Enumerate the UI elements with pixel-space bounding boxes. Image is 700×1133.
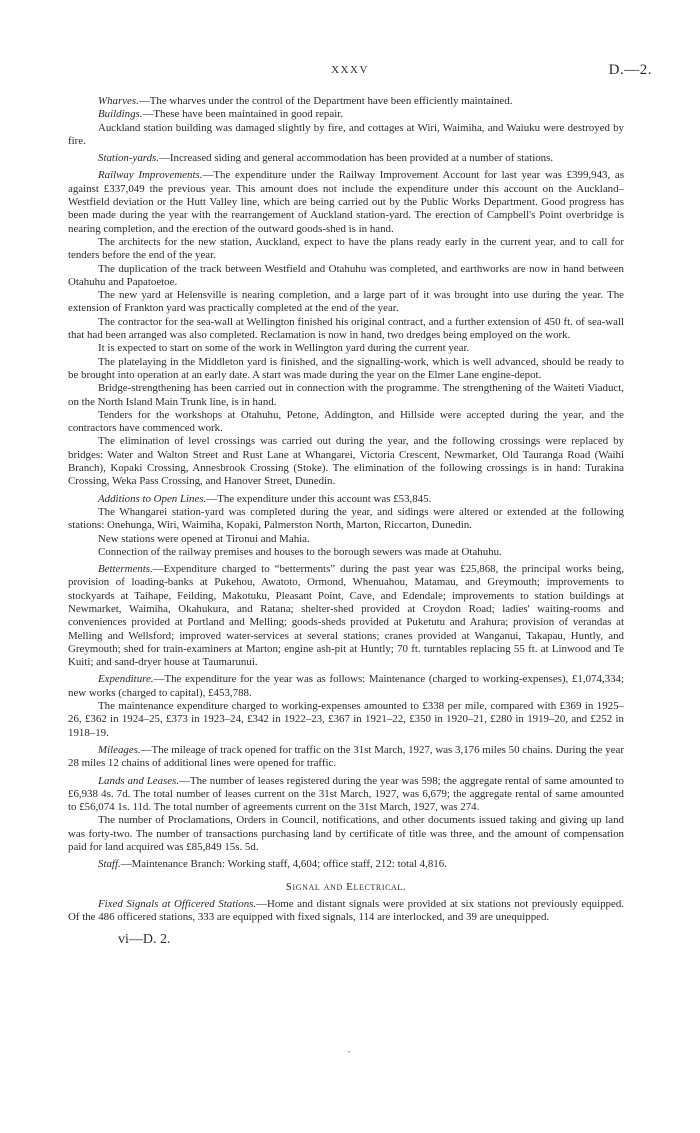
lead-mileages: Mileages. — [98, 743, 141, 756]
paragraph-betterments — [68, 563, 624, 669]
page-header — [0, 62, 700, 82]
lead-wharves: Wharves. — [98, 95, 139, 107]
text-station-yards: —Increased siding and general accommodation has been provided at a number of stations. — [159, 152, 554, 165]
paragraph-middleton: The platelaying in the Middleton yard is finished, and the signalling-work, which is well advanced, should be ready to be brought into operation at an early date. A start was made during the year on the Elmer Lane engine-depot. — [68, 355, 624, 381]
document-body — [68, 95, 624, 946]
text-expenditure: —The expenditure for the year was as follows: Maintenance (charged to working-expenses), £1,074,334; new works (charged to capital), £453,788. — [68, 673, 624, 699]
paragraph-architects: The architects for the new station, Auckland, expect to have the plans ready early in the current year, and to call for tenders before the end of the year. — [68, 235, 624, 262]
paragraph-lands-leases — [68, 775, 624, 815]
text-staff: —Maintenance Branch: Working staff, 4,604; office staff, 212: total 4,816. — [120, 858, 447, 871]
paragraph-helensville: The new yard at Helensville is nearing completion, and a large part of it was brought into use during the year. The extension of Frankton yard was practically completed at the end of the year. — [68, 289, 624, 315]
text-buildings: —These have been maintained in good repair. — [142, 108, 343, 121]
paragraph-staff — [68, 858, 624, 871]
paragraph-buildings — [68, 108, 624, 121]
paragraph-fixed-signals — [68, 898, 624, 925]
paragraph-whangarei: The Whangarei station-yard was completed during the year, and sidings were altered or extended at the following stations: Onehunga, Wiri, Waimiha, Kopaki, Palmerston North, Marton, Riccarton, Dunedin. — [68, 505, 624, 532]
text-mileages: —The mileage of track opened for traffic on the 31st March, 1927, was 3,176 miles 50 chains. During the year 28 miles 12 chains of additional lines were opened for traffic. — [68, 743, 624, 770]
paragraph-new-stations: New stations were opened at Tironui and Mahia. — [98, 532, 310, 545]
paragraph-wharves — [68, 95, 624, 108]
paragraph-bridges: Bridge-strengthening has been carried out in connection with the programme. The strengthening of the Waiteti Viaduct, on the North Island Main Trunk line, is in hand. — [68, 382, 624, 408]
page-number: XXXV — [331, 64, 369, 76]
lead-additions: Additions to Open Lines. — [98, 492, 207, 505]
paragraph-sewers: Connection of the railway premises and houses to the borough sewers was made at Otahuhu. — [98, 545, 502, 558]
paragraph-wellington-yard: It is expected to start on some of the work in Wellington yard during the current year. — [98, 342, 470, 355]
paragraph-expenditure — [68, 673, 624, 700]
text-lands-leases: —The number of leases registered during the year was 598; the aggregate rental of same amounted to £6,938 4s. 7d. The total number of leases current on the 31st March, 1927, was 6,679; the aggregate rental of same amounted to £56,074 1s. 11d. The total number of agreements current on the 31st March, 1927, was 274. — [68, 774, 624, 814]
paragraph-railway-improvements — [68, 169, 624, 235]
lead-railway-improvements: Railway Improvements. — [98, 169, 203, 182]
paragraph-auckland-fire: Auckland station building was damaged slightly by fire, and cottages at Wiri, Waimiha, and Waiuku were destroyed by fire. — [68, 121, 624, 147]
lead-buildings: Buildings. — [98, 108, 143, 121]
paragraph-tenders: Tenders for the workshops at Otahuhu, Petone, Addington, and Hillside were accepted during the year, and the contractors have commenced work. — [68, 408, 624, 435]
text-railway-improvements: —The expenditure under the Railway Improvement Account for last year was £399,943, as against £337,049 the previous year. This amount does not include the expenditure under this account on the Auckland–Westfield deviation or the Hutt Valley line, which are being carried out by the Public Works Department. Good progress has been made during the year with the rearrangement of Auckland station-yard. The erection of Campbell's Point overbridge is nearing completion, and the erection of the outward goods-shed is in hand. — [68, 169, 625, 235]
paragraph-level-crossings: The elimination of level crossings was carried out during the year, and the following crossings were replaced by bridges: Water and Walton Street and Rust Lane at Whangarei, Victoria Crescent, Newmarket, Old Tauranga Road (Waihi Branch), Kopaki Crossing, Annesbrook Crossing (Stoke). The elimination of the following crossings is in hand: Turakina Crossing, Weka Pass Crossing, and Hanover Street, Dunedin. — [68, 435, 624, 488]
paragraph-additions — [68, 493, 624, 506]
lead-station-yards: Station-yards. — [98, 152, 160, 165]
paragraph-mileages — [68, 744, 624, 771]
lead-staff: Staff. — [98, 858, 121, 871]
lead-expenditure: Expenditure. — [98, 673, 154, 686]
text-fixed-signals: —Home and distant signals were provided at six stations not previously equipped. Of the 486 officered stations, 333 are equipped with fixed signals, 114 are interlocked, and 39 are unequipped. — [68, 897, 624, 924]
lead-lands-leases: Lands and Leases. — [98, 774, 180, 787]
signature-mark: vi—D. 2. — [118, 931, 171, 947]
paragraph-station-yards — [68, 152, 624, 165]
paragraph-proclamations: The number of Proclamations, Orders in Council, notifications, and other documents issued taking and giving up land was forty-two. The number of transactions purchasing land by certificate of title was three, and the amount of compensation paid for land acquired was £85,849 15s. 5d. — [68, 814, 624, 854]
paragraph-duplication: The duplication of the track between Westfield and Otahuhu was completed, and earthworks are now in hand between Otahuhu and Papatoetoe. — [68, 262, 624, 288]
text-betterments: —Expenditure charged to “betterments” during the past year was £25,868, the principal works being, provision of loading-banks at Pukehou, Awatoto, Ormond, Whenuahou, Matamau, and Greymouth; improvements to stockyards at Taihape, Feilding, Makotuku, Pleasant Point, Cave, and Edendale; improvements to station buildings at Newmarket, Waimiha, Okahukura, and Ratana; shelter-shed provided at Croydon Road; ladies' waiting-rooms and conveniences provided at Portland and Melling; goods-sheds provided at Puketutu and Arahura; provision of verandas at Melling and Wellsford; improved water-services at several stations; cranes provided at Wanganui, Takapau, Huntly, and Greymouth; shed for train-examiners at Marton; engine ash-pit at Huntly; 70 ft. turntables replacing 55 ft. at Linwood and Te Kuiti; and sand-dryer house at Taumarunui. — [68, 563, 624, 669]
document-code: D.—2. — [608, 62, 652, 78]
lead-betterments: Betterments. — [98, 563, 153, 576]
text-wharves: —The wharves under the control of the Department have been efficiently maintained. — [138, 95, 513, 107]
section-heading: Signal and Electrical. — [285, 880, 407, 893]
paragraph-maintenance: The maintenance expenditure charged to working-expenses amounted to £338 per mile, compared with £369 in 1925–26, £362 in 1924–25, £373 in 1923–24, £342 in 1922–23, £367 in 1921–22, £350 in 1920–21, £280 in 1919–20, and £252 in 1918–19. — [68, 700, 624, 739]
page-mark: • — [348, 1050, 351, 1056]
paragraph-sea-wall: The contractor for the sea-wall at Wellington finished his original contract, and a further extension of 450 ft. of sea-wall that had been arranged was also completed. Reclamation is now in hand, two dredges being employed on the work. — [68, 315, 624, 342]
lead-fixed-signals: Fixed Signals at Officered Stations. — [98, 897, 257, 910]
text-additions: —The expenditure under this account was £53,845. — [206, 492, 432, 505]
